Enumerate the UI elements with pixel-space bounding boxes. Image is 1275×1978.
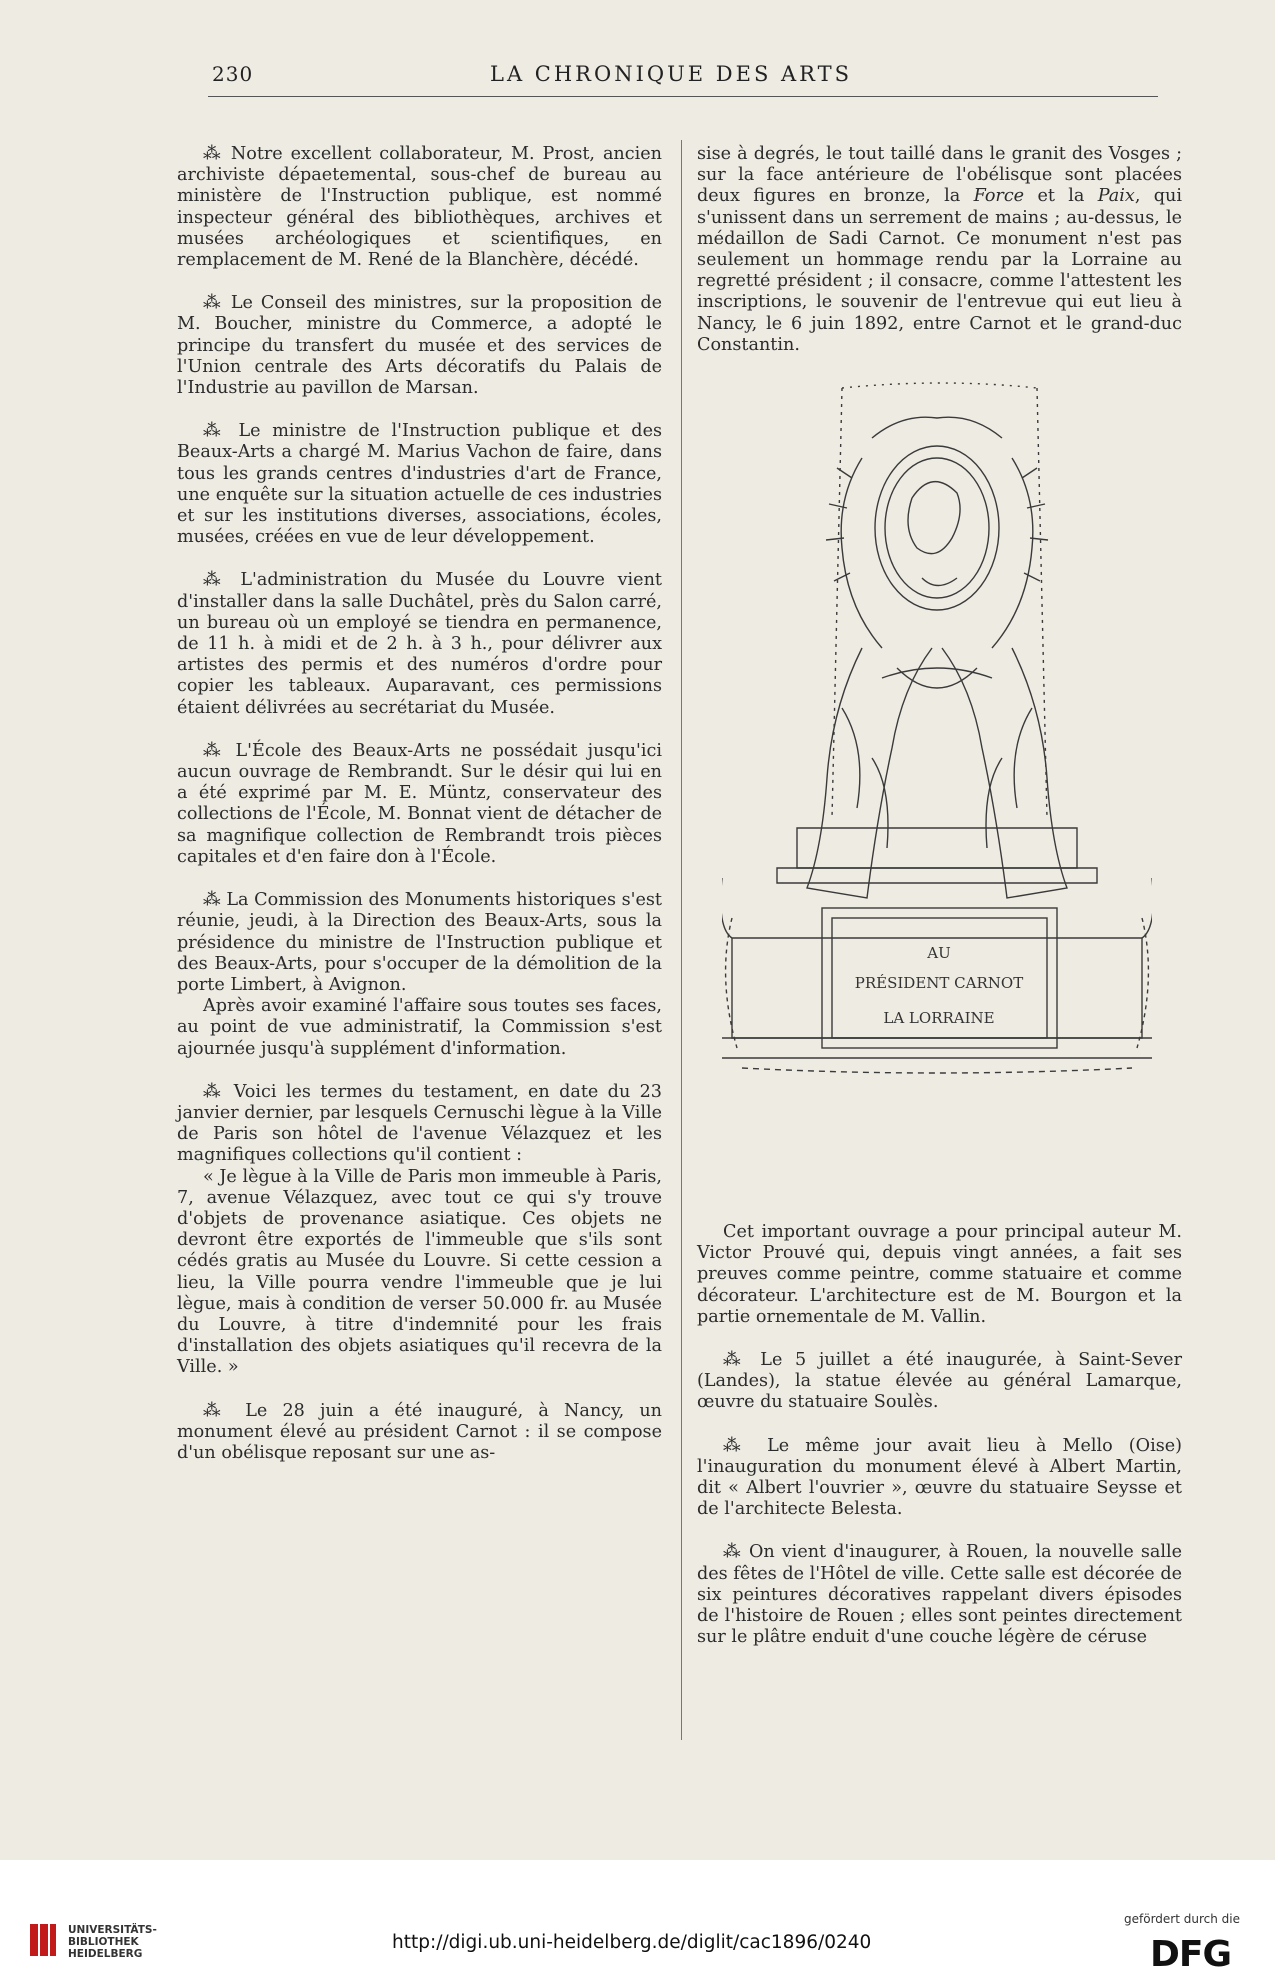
- news-item: ⁂ Le 5 juillet a été inaugurée, à Saint-Sever (Landes), la statue élevée au général Lamarque, œuvre du statuaire Soulès.: [697, 1350, 1182, 1413]
- journal-title: LA CHRONIQUE DES ARTS: [490, 62, 853, 86]
- asterism-icon: ⁂: [203, 144, 223, 164]
- asterism-icon: ⁂: [203, 740, 226, 761]
- news-item: ⁂ La Commission des Monuments historiques s'est réunie, jeudi, à la Direction des Beaux-Arts, sous la présidence du ministre de l'Instruction publique et des Beaux-Arts, pour s'occuper de la démolition de la porte Limbert, à Avignon.: [177, 890, 662, 995]
- page-number: 230: [212, 62, 254, 86]
- asterism-icon: ⁂: [203, 293, 223, 314]
- news-item: ⁂ Le ministre de l'Instruction publique et des Beaux-Arts a chargé M. Marius Vachon de faire, dans tous les grands centres d'industries d'art de France, une enquête sur la situation actuelle de ces industries et sur les institutions diverses, associations, écoles, musées, créées en vue de leur développement.: [177, 421, 663, 548]
- funder-caption: gefördert durch die: [1124, 1912, 1240, 1926]
- news-item: ⁂ Le même jour avait lieu à Mello (Oise) l'inauguration du monument élevé à Albert Martin, dit « Albert l'ouvrier », œuvre du statuaire Seysse et de l'architecte Belesta.: [697, 1435, 1183, 1520]
- asterism-icon: ⁂: [203, 890, 221, 911]
- asterism-icon: ⁂: [723, 1435, 752, 1456]
- news-item: Cet important ouvrage a pour principal auteur M. Victor Prouvé qui, depuis vingt années, a fait ses preuves comme peintre, comme statuaire et comme décorateur. L'architecture est de M. Bourgon et la partie ornementale de M. Vallin.: [697, 1222, 1182, 1327]
- news-item: ⁂ Notre excellent collaborateur, M. Prost, ancien archiviste dépaetemental, sous-chef de bureau au ministère de l'Instruction publique, est nommé inspecteur général des bibliothèques, archives et musées archéologiques et scientifiques, en remplacement de M. René de la Blanchère, décédé.: [177, 144, 662, 271]
- news-item: ⁂ Le 28 juin a été inauguré, à Nancy, un monument élevé au président Carnot : il se compose d'un obélisque reposant sur une as-: [177, 1400, 663, 1463]
- digitization-footer: [0, 1860, 1275, 1978]
- asterism-icon: ⁂: [723, 1350, 748, 1371]
- testament-quote: « Je lègue à la Ville de Paris mon immeuble à Paris, 7, avenue Vélazquez, avec tout ce qui s'y trouve d'objets de provenance asiatique. Ces objets ne devront être exportés de l'immeuble que s'ils sont cédés gratis au Musée du Louvre. Si cette cession a lieu, la Ville pourra vendre l'immeuble que je lui lègue, mais à condition de verser 50.000 fr. au Musée du Louvre, à titre d'indemnité pour les frais d'installation des objets asiatiques qu'il recevra de la Ville. »: [177, 1166, 662, 1378]
- news-item: ⁂ Voici les termes du testament, en date du 23 janvier dernier, par lesquels Cernuschi lègue à la Ville de Paris son hôtel de l'avenue Vélazquez et les magnifiques collections qu'il contient :: [177, 1081, 662, 1166]
- left-column: [177, 144, 662, 1464]
- asterism-icon: ⁂: [203, 1081, 225, 1102]
- asterism-icon: ⁂: [203, 1400, 231, 1421]
- inscription-line: PRÉSIDENT CARNOT: [854, 974, 1024, 993]
- news-item: ⁂ On vient d'inaugurer, à Rouen, la nouvelle salle des fêtes de l'Hôtel de ville. Cette salle est décorée de six peintures décoratives rappelant divers épisodes de l'histoire de Rouen ; elles sont peintes directement sur le plâtre enduit d'une couche légère de céruse: [697, 1542, 1183, 1648]
- source-link[interactable]: http://digi.ub.uni-heidelberg.de/diglit/cac1896/0240: [392, 1932, 872, 1953]
- news-item: ⁂ L'administration du Musée du Louvre vient d'installer dans la salle Duchâtel, près du Salon carré, un bureau où un employé se tiendra en permanence, de 11 h. à midi et de 2 h. à 3 h., pour délivrer aux artistes des permis et des numéros d'ordre pour copier les tableaux. Auparavant, ces permissions étaient délivrées au secrétariat du Musée.: [177, 570, 662, 718]
- library-name: UNIVERSITÄTS- BIBLIOTHEK HEIDELBERG: [68, 1924, 157, 1960]
- news-item-continuation: sise à degrés, le tout taillé dans le granit des Vosges ; sur la face antérieure de l'obélisque sont placées deux figures en bronze, la Force et la Paix, qui s'unissent dans un serrement de mains ; au-dessus, le médaillon de Sadi Carnot. Ce monument n'est pas seulement un hommage rendu par la Lorraine au regretté président ; il consacre, comme l'attestent les inscriptions, le souvenir de l'entrevue qui eut lieu à Nancy, le 6 juin 1892, entre Carnot et le grand-duc Constantin.: [697, 144, 1182, 355]
- news-item-continuation: Après avoir examiné l'affaire sous toutes ses faces, au point de vue administratif, la Commission s'est ajournée jusqu'à supplément d'information.: [177, 996, 662, 1059]
- column-divider: [681, 140, 682, 1740]
- carnot-monument-engraving: [722, 378, 1152, 1208]
- right-column: [697, 144, 1182, 1648]
- inscription-line: LA LORRAINE: [883, 1009, 995, 1028]
- news-item: ⁂ L'École des Beaux-Arts ne possédait jusqu'ici aucun ouvrage de Rembrandt. Sur le désir qui lui en a été exprimé par M. E. Müntz, conservateur des collections de l'École, M. Bonnat vient de détacher de sa magnifique collection de Rembrandt trois pièces capitales et d'en faire don à l'École.: [177, 740, 662, 867]
- inscription-line: AU: [927, 944, 951, 963]
- header-rule: [208, 96, 1158, 97]
- asterism-icon: ⁂: [203, 421, 227, 442]
- news-item: ⁂ Le Conseil des ministres, sur la proposition de M. Boucher, ministre du Commerce, a adopté le principe du transfert du musée et des services de l'Union centrale des Arts décoratifs du Palais de l'Industrie au pavillon de Marsan.: [177, 293, 663, 399]
- asterism-icon: ⁂: [203, 570, 228, 591]
- asterism-icon: ⁂: [723, 1542, 742, 1563]
- university-library-logo-icon: [28, 1920, 58, 1960]
- dfg-logo: DFG: [1150, 1934, 1232, 1975]
- running-head: [0, 56, 1275, 96]
